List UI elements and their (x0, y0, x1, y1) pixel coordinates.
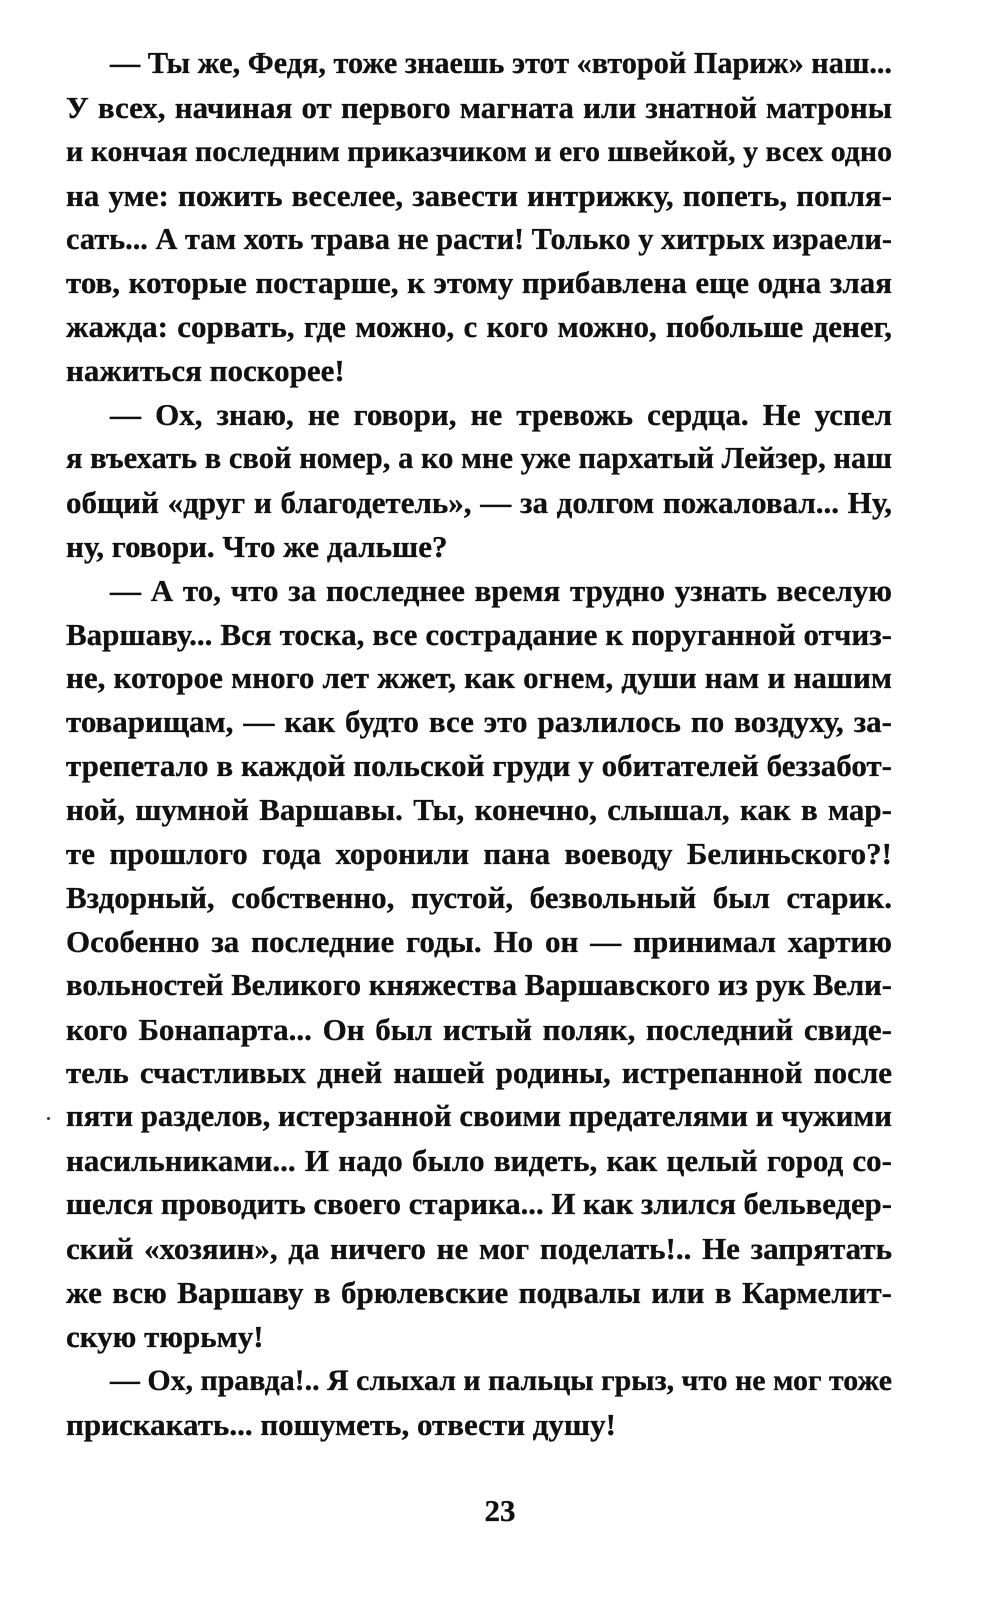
text-line: и кончая последним приказчиком и его швейкой, у всех одно (66, 134, 892, 168)
text-line: прискакать... пошуметь, отвести душу! (66, 1406, 616, 1442)
text-line: те прошлого года хоронили пана воеводу Белиньского?! (66, 836, 892, 872)
text-line: пяти разделов, истерзанной своими предателями и чужими (66, 1099, 892, 1134)
text-line: — Ты же, Федя, тоже знаешь этот «второй Париж» наш... (110, 46, 892, 80)
text-line: — А то, что за последнее время трудно узнать веселую (110, 572, 892, 608)
text-line: насильниками... И надо было видеть, как целый город со- (66, 1143, 892, 1179)
text-line: ну, говори. Что же дальше? (66, 528, 448, 564)
text-line: шелся проводить своего старика... И как злился бельведер- (66, 1187, 892, 1222)
text-line: не, которое много лет жжет, как огнем, души нам и нашим (66, 660, 892, 696)
text-line: вольностей Великого княжества Варшавского из рук Вели- (66, 967, 892, 1002)
text-line: товарищам, — как будто все это разлилось по воздуху, за- (66, 704, 892, 740)
text-line: я въехать в свой номер, а ко мне уже пархатый Лейзер, наш (66, 441, 892, 476)
paragraph-1 (66, 42, 892, 393)
text-line: скую тюрьму! (66, 1318, 264, 1354)
text-line: Вздорный, собственно, пустой, безвольный был старик. (66, 879, 892, 915)
text-line: Варшаву... Вся тоска, все сострадание к поруганной отчиз- (66, 616, 892, 652)
text-line: кого Бонапарта... Он был истый поляк, последний свиде- (66, 1011, 892, 1047)
text-line: же всю Варшаву в брюлевские подвалы или в Кармелит- (66, 1274, 892, 1310)
text-line: тов, которые постарше, к этому прибавлена еще одна злая (66, 265, 892, 301)
text-line: Особенно за последние годы. Но он — принимал хартию (66, 923, 892, 959)
page-text (66, 42, 892, 1447)
text-line: жажда: сорвать, где можно, с кого можно, побольше денег, (66, 309, 892, 345)
text-line: — Ох, правда!.. Я слыхал и пальцы грыз, что не мог тоже (110, 1363, 892, 1397)
paragraph-2 (66, 393, 892, 569)
text-line: сать... А там хоть трава не расти! Только у хитрых израели- (66, 221, 892, 256)
scan-speck (47, 1117, 50, 1120)
text-line: — Ох, знаю, не говори, не тревожь сердца. Не успел (110, 397, 892, 433)
text-line: ной, шумной Варшавы. Ты, конечно, слышал, как в мар- (66, 792, 892, 828)
text-line: тель счастливых дней нашей родины, истрепанной после (66, 1055, 892, 1091)
text-line: на уме: пожить веселее, завести интрижку, попеть, попля- (66, 177, 892, 213)
text-line: трепетало в каждой польской груди у обитателей беззабот- (66, 748, 892, 784)
text-line: ский «хозяин», да ничего не мог поделать!.. Не запрятать (66, 1231, 892, 1267)
paragraph-4 (66, 1359, 892, 1447)
paragraph-3 (66, 569, 892, 1359)
text-line: общий «друг и благодетель», — за долгом пожаловал... Ну, (66, 484, 892, 520)
text-line: У всех, начиная от первого магната или знатной матроны (66, 89, 892, 125)
text-line: нажиться поскорее! (66, 353, 345, 389)
page-number: 23 (484, 1493, 516, 1528)
